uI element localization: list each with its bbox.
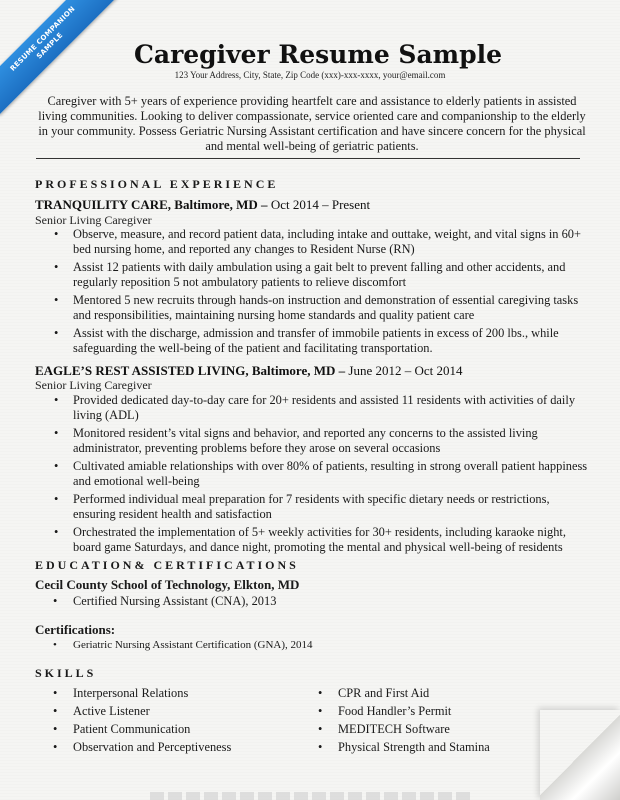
list-item: • Orchestrated the implementation of 5+ weekly activities for 30+ residents, including karaoke night, board game Saturdays, and dance night, promoting the mental and physical well-being of residents: [0, 525, 593, 555]
job-dates: Oct 2014 – Present: [270, 197, 371, 212]
skill-item: • Food Handler’s Permit: [338, 704, 451, 719]
list-item: • Cultivated amiable relationships with over 80% of patients, resulting in strong overall patient happiness and emotional well-being: [0, 459, 593, 489]
divider: [36, 158, 580, 159]
job-role: Senior Living Caregiver: [35, 213, 152, 227]
section-heading-education: EDUCATION& CERTIFICATIONS: [35, 558, 299, 572]
page-title: Caregiver Resume Sample: [133, 40, 503, 69]
certifications-label: Certifications:: [35, 622, 116, 637]
section-heading-skills: SKILLS: [35, 666, 97, 680]
list-item: • Provided dedicated day-to-day care for 20+ residents and assisted 11 residents with activities of daily living (ADL): [0, 393, 593, 423]
list-item: • Assist with the discharge, admission and transfer of immobile patients in excess of 200 lbs., while safeguarding the well-being of the patient and facilitating transportation.: [0, 326, 593, 356]
job-heading: [35, 197, 370, 213]
job-bullets: [0, 227, 593, 359]
section-heading-experience: PROFESSIONAL EXPERIENCE: [35, 177, 279, 191]
ribbon-text: RESUME COMPANION SAMPLE: [8, 4, 77, 73]
skill-item: • Observation and Perceptiveness: [73, 740, 231, 755]
school-name: Cecil County School of Technology, Elkton, MD: [35, 577, 300, 592]
summary-paragraph: Caregiver with 5+ years of experience providing heartfelt care and assistance to elderly patients in assisted living communities. Looking to deliver compassionate, service oriented care and companionship to the elderly in your community. Possess Geriatric Nursing Assistant certification and have sincere concern for the physical and mental well-being of geriatric patients.: [38, 94, 586, 153]
skill-item: • Interpersonal Relations: [73, 686, 188, 701]
skill-item: • Patient Communication: [73, 722, 190, 737]
contact-line: 123 Your Address, City, State, Zip Code (xxx)-xxx-xxxx, your@email.com: [174, 70, 446, 80]
page-curl: [540, 710, 620, 800]
list-item: • Assist 12 patients with daily ambulation using a gait belt to prevent falling and other accidents, and regularly reposition 5 not ambulatory patients to relieve discomfort: [0, 260, 593, 290]
job-dates: June 2012 – Oct 2014: [348, 363, 463, 378]
job-heading: [35, 363, 463, 379]
job-role: Senior Living Caregiver: [35, 378, 152, 392]
education-item: • Certified Nursing Assistant (CNA), 2013: [73, 594, 276, 609]
faint-footer-text: [150, 792, 470, 800]
job-bullets: [0, 393, 593, 558]
employer: TRANQUILITY CARE, Baltimore, MD –: [35, 197, 268, 212]
list-item: • Performed individual meal preparation for 7 residents with specific dietary needs or restrictions, ensuring resident health and satisfaction: [0, 492, 593, 522]
employer: EAGLE’S REST ASSISTED LIVING, Baltimore, MD –: [35, 363, 346, 378]
list-item: • Monitored resident’s vital signs and behavior, and reported any concerns to the assisted living administrator, preventing problems before they arose on several occasions: [0, 426, 593, 456]
list-item: • Observe, measure, and record patient data, including intake and outtake, weight, and vital signs in 60+ bed nursing home, and reported any changes to Resident Nurse (RN): [0, 227, 593, 257]
skill-item: • CPR and First Aid: [338, 686, 429, 701]
certification-item: • Geriatric Nursing Assistant Certification (GNA), 2014: [73, 639, 313, 651]
list-item: • Mentored 5 new recruits through hands-on instruction and demonstration of essential caregiving tasks and responsibilities, maintaining nursing home standards and quality patient care: [0, 293, 593, 323]
skill-item: • MEDITECH Software: [338, 722, 450, 737]
skill-item: • Physical Strength and Stamina: [338, 740, 490, 755]
skill-item: • Active Listener: [73, 704, 150, 719]
